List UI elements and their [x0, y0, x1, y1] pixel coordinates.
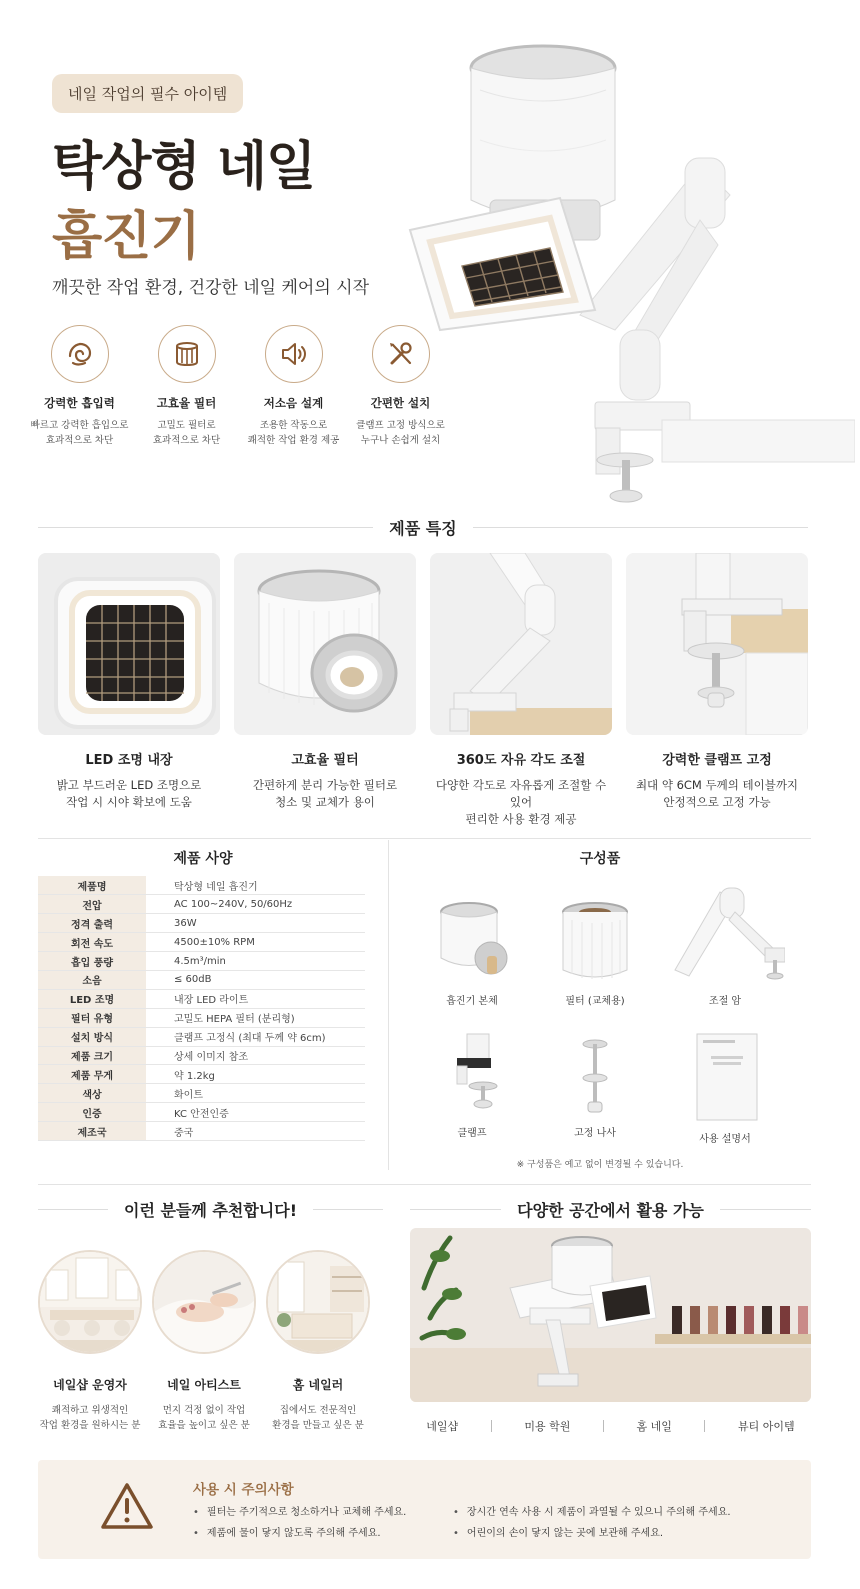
- feature-name: 간편한 설치: [370, 396, 431, 410]
- feature-desc: 고밀도 필터로 효과적으로 차단: [152, 420, 221, 446]
- component-manual: [665, 1030, 785, 1145]
- component-filter: [535, 898, 655, 1007]
- spec-value: 클램프 고정식 (최대 두께 약 6cm): [146, 1027, 365, 1046]
- card-title: 360도 자유 각도 조절: [456, 753, 586, 768]
- hero-title-line2: 흡진기: [52, 207, 200, 267]
- feature-filter: [133, 325, 240, 448]
- spec-key: 제조국: [38, 1122, 146, 1141]
- component-body: [412, 898, 532, 1007]
- card-image-filter: [234, 553, 416, 735]
- header-line-right: [720, 1209, 811, 1210]
- spaces-tag-list: [410, 1418, 811, 1434]
- caution-item: • 제품에 물이 닿지 않도록 주의해 주세요.: [193, 1523, 406, 1544]
- spec-key: 흡입 풍량: [38, 952, 146, 971]
- rec-top-divider: [38, 1184, 811, 1185]
- home-photo: [266, 1250, 370, 1354]
- header-line-left: [38, 1209, 108, 1210]
- components-note: ※ 구성품은 예고 없이 변경될 수 있습니다.: [516, 1160, 684, 1170]
- spec-row: [38, 970, 365, 989]
- header-line-right: [473, 527, 808, 528]
- recommend-item-desc: 쾌적하고 위생적인 작업 환경을 원하시는 분: [39, 1405, 141, 1431]
- spec-row: [38, 914, 365, 933]
- spec-row: [38, 989, 365, 1008]
- header-line-right: [313, 1209, 383, 1210]
- caution-item: • 장시간 연속 사용 시 제품이 과열될 수 있으니 주의해 주세요.: [453, 1502, 731, 1523]
- feature-card-clamp: [626, 553, 808, 828]
- spec-row: [38, 1084, 365, 1103]
- speaker-icon: [265, 325, 323, 383]
- tag-separator: [704, 1420, 705, 1432]
- nail-artist-photo: [152, 1250, 256, 1354]
- hero-product-image: [400, 30, 855, 510]
- card-image-clamp: [626, 553, 808, 735]
- warning-icon: [100, 1482, 154, 1530]
- spaces-section-header: [410, 1198, 811, 1221]
- card-image-angle: [430, 553, 612, 735]
- recommend-item-nail-artist: [149, 1250, 259, 1433]
- spec-key: 제품 무게: [38, 1065, 146, 1084]
- card-title: LED 조명 내장: [85, 753, 173, 768]
- spaces-photo: [410, 1228, 811, 1402]
- recommend-item-title: 네일 아티스트: [167, 1378, 241, 1392]
- spec-key: LED 조명: [38, 989, 146, 1008]
- feature-card-led: [38, 553, 220, 828]
- features-section-header: [38, 516, 808, 539]
- features-section-title: 제품 특징: [389, 519, 457, 538]
- component-label: 필터 (교체용): [565, 996, 625, 1007]
- spec-top-divider: [38, 838, 811, 839]
- card-desc: 최대 약 6CM 두께의 테이블까지 안정적으로 고정 가능: [635, 778, 799, 809]
- spec-value: 중국: [146, 1122, 365, 1141]
- header-line-left: [38, 527, 373, 528]
- header-line-left: [410, 1209, 501, 1210]
- spec-row: [38, 1103, 365, 1122]
- component-label: 사용 설명서: [699, 1134, 751, 1145]
- component-clamp: [412, 1030, 532, 1139]
- spec-title: 제품 사양: [173, 851, 233, 867]
- hero-title-line1: 탁상형 네일: [52, 137, 316, 197]
- component-filter-image: [550, 898, 640, 986]
- feature-suction: [26, 325, 133, 448]
- hero-section: [0, 0, 860, 510]
- component-clamp-image: [427, 1030, 517, 1118]
- spec-value: 화이트: [146, 1084, 365, 1103]
- caution-title: 사용 시 주의사항: [193, 1482, 294, 1498]
- recommend-item-salon-owner: [35, 1250, 145, 1433]
- card-title: 고효율 필터: [291, 753, 359, 768]
- spec-row: [38, 876, 365, 895]
- recommend-item-title: 네일샵 운영자: [53, 1378, 127, 1392]
- component-label: 고정 나사: [574, 1128, 616, 1139]
- component-arm: [665, 882, 785, 1007]
- recommend-item-desc: 먼지 걱정 없이 작업 효율을 높이고 싶은 분: [158, 1405, 250, 1431]
- caution-list-left: [193, 1502, 406, 1544]
- spec-key: 전압: [38, 895, 146, 914]
- recommend-section-header: [38, 1198, 383, 1221]
- spec-value: 고밀도 HEPA 필터 (분리형): [146, 1008, 365, 1027]
- component-arm-image: [665, 882, 785, 986]
- spec-value: ≤ 60dB: [146, 970, 365, 989]
- feature-name: 저소음 설계: [263, 396, 324, 410]
- spec-table: [38, 876, 365, 1141]
- component-screw-image: [550, 1030, 640, 1118]
- spaces-title: 다양한 공간에서 활용 가능: [517, 1201, 704, 1220]
- space-tag: 미용 학원: [524, 1420, 571, 1433]
- caution-item: • 어린이의 손이 닿지 않는 곳에 보관해 주세요.: [453, 1523, 731, 1544]
- spec-vertical-divider: [388, 840, 389, 1170]
- card-title: 강력한 클램프 고정: [662, 753, 772, 768]
- tag-separator: [603, 1420, 604, 1432]
- tag-separator: [491, 1420, 492, 1432]
- card-desc: 밝고 부드러운 LED 조명으로 작업 시 시야 확보에 도움: [56, 778, 202, 809]
- component-label: 클램프: [457, 1128, 487, 1139]
- feature-low-noise: [240, 325, 347, 448]
- space-tag: 뷰티 아이템: [738, 1420, 795, 1433]
- spec-value: 4.5m³/min: [146, 952, 365, 971]
- spec-value: 약 1.2kg: [146, 1065, 365, 1084]
- spec-row: [38, 1065, 365, 1084]
- recommend-item-home-nailer: [263, 1250, 373, 1433]
- spec-row: [38, 1027, 365, 1046]
- card-desc: 간편하게 분리 가능한 필터로 청소 및 교체가 용이: [252, 778, 398, 809]
- spec-value: 4500±10% RPM: [146, 933, 365, 952]
- hero-badge: 네일 작업의 필수 아이템: [52, 74, 243, 113]
- spec-value: AC 100~240V, 50/60Hz: [146, 895, 365, 914]
- spec-value: 탁상형 네일 흡진기: [146, 876, 365, 895]
- card-image-led: [38, 553, 220, 735]
- recommend-item-title: 홈 네일러: [292, 1378, 344, 1392]
- hero-subtitle: 깨끗한 작업 환경, 건강한 네일 케어의 시작: [52, 278, 370, 298]
- feature-card-angle: [430, 553, 612, 828]
- feature-desc: 클램프 고정 방식으로 누구나 손쉽게 설치: [356, 420, 445, 446]
- hero-feature-list: [26, 325, 456, 448]
- feature-name: 강력한 흡입력: [44, 396, 115, 410]
- feature-card-list: [38, 553, 808, 828]
- spec-row: [38, 1046, 365, 1065]
- spec-key: 제품 크기: [38, 1046, 146, 1065]
- recommend-title: 이런 분들께 추천합니다!: [124, 1201, 297, 1220]
- filter-icon: [158, 325, 216, 383]
- swirl-icon: [51, 325, 109, 383]
- spec-value: 36W: [146, 914, 365, 933]
- caution-box: [38, 1460, 811, 1559]
- spec-key: 회전 속도: [38, 933, 146, 952]
- feature-name: 고효율 필터: [156, 396, 217, 410]
- space-tag: 네일샵: [426, 1420, 459, 1433]
- components-title: 구성품: [579, 851, 621, 867]
- spec-value: 내장 LED 라이트: [146, 989, 365, 1008]
- recommend-item-desc: 집에서도 전문적인 환경을 만들고 싶은 분: [272, 1405, 364, 1431]
- spec-row: [38, 952, 365, 971]
- feature-desc: 빠르고 강력한 흡입으로 효과적으로 차단: [30, 420, 129, 446]
- spec-value: 상세 이미지 참조: [146, 1046, 365, 1065]
- card-desc: 다양한 각도로 자유롭게 조절할 수 있어 편리한 사용 환경 제공: [435, 778, 607, 826]
- feature-desc: 조용한 작동으로 쾌적한 작업 환경 제공: [247, 420, 340, 446]
- spec-key: 소음: [38, 970, 146, 989]
- spec-row: [38, 933, 365, 952]
- spec-row: [38, 1122, 365, 1141]
- spec-value: KC 안전인증: [146, 1103, 365, 1122]
- component-label: 조절 암: [708, 996, 742, 1007]
- component-body-image: [427, 898, 517, 986]
- spec-key: 필터 유형: [38, 1008, 146, 1027]
- component-label: 흡진기 본체: [446, 996, 498, 1007]
- spec-key: 인증: [38, 1103, 146, 1122]
- salon-photo: [38, 1250, 142, 1354]
- spec-row: [38, 1008, 365, 1027]
- caution-item: • 필터는 주기적으로 청소하거나 교체해 주세요.: [193, 1502, 406, 1523]
- spec-row: [38, 895, 365, 914]
- spec-key: 색상: [38, 1084, 146, 1103]
- spec-key: 정격 출력: [38, 914, 146, 933]
- component-screw: [535, 1030, 655, 1139]
- feature-card-filter: [234, 553, 416, 828]
- spec-key: 설치 방식: [38, 1027, 146, 1046]
- spec-key: 제품명: [38, 876, 146, 895]
- space-tag: 홈 네일: [636, 1420, 672, 1433]
- component-manual-image: [665, 1030, 785, 1124]
- caution-list-right: [453, 1502, 731, 1544]
